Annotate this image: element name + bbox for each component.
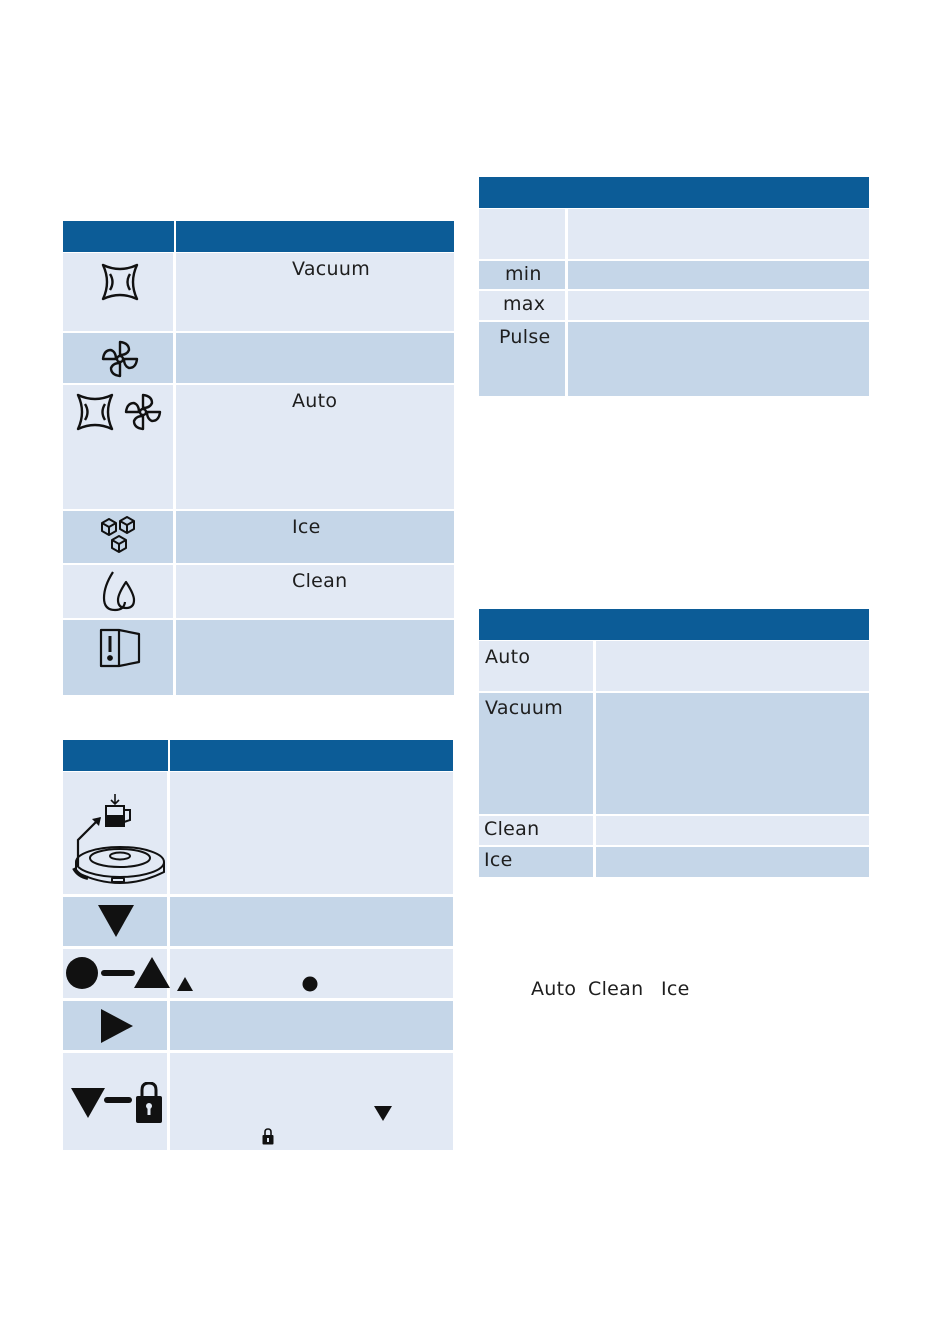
- table-row: [63, 620, 454, 695]
- row-label: Pulse: [499, 326, 551, 348]
- table-row: [63, 511, 454, 563]
- triangle-up-icon: [177, 977, 193, 991]
- triangle-down-icon: [374, 1106, 392, 1121]
- vacuum-icon: [99, 261, 141, 303]
- footer-word-clean: Clean: [588, 978, 644, 1000]
- row-label: Auto: [292, 390, 338, 412]
- triangle-down-icon: [98, 905, 134, 937]
- table-row: [479, 641, 869, 691]
- ice-cubes-icon: [98, 516, 140, 558]
- table-row: [479, 816, 869, 845]
- row-label: min: [505, 263, 542, 285]
- table-row: [63, 897, 453, 946]
- row-label: Auto: [485, 646, 531, 668]
- table-row: [479, 261, 869, 289]
- table-row: [63, 772, 453, 894]
- row-label: Vacuum: [485, 697, 564, 719]
- table-row: [63, 1053, 453, 1150]
- table-header: [479, 177, 869, 208]
- table-row: [63, 253, 454, 331]
- table-row: [63, 565, 454, 618]
- row-label: Ice: [292, 516, 321, 538]
- operation-symbols-table: [63, 740, 453, 1150]
- lock-icon: [262, 1128, 274, 1145]
- program-symbols-table: [63, 221, 454, 695]
- table-row: [479, 693, 869, 814]
- table-header: [63, 740, 453, 771]
- row-label: Vacuum: [292, 258, 371, 280]
- table-row: [63, 949, 453, 998]
- table-row: [63, 385, 454, 509]
- warning-manual-icon: [99, 628, 141, 668]
- table-row: [479, 291, 869, 320]
- drops-icon: [100, 570, 140, 614]
- table-row: [479, 322, 869, 396]
- fan-icon: [99, 338, 141, 380]
- footer-word-ice: Ice: [661, 978, 690, 1000]
- row-label: Clean: [484, 818, 540, 840]
- row-label: Clean: [292, 570, 348, 592]
- vacuum-fan-icon: [74, 391, 166, 433]
- programs-table: [479, 609, 869, 877]
- table-row: [479, 847, 869, 877]
- row-label: Ice: [484, 849, 513, 871]
- blender-base-icon: [68, 792, 168, 892]
- dot-icon: [302, 976, 318, 992]
- dot-dash-triangle-icon: [66, 956, 170, 990]
- triangle-lock-icon: [71, 1082, 163, 1124]
- footer-word-auto: Auto: [531, 978, 577, 1000]
- table-header: [479, 609, 869, 640]
- table-row: [63, 1001, 453, 1050]
- table-header: [63, 221, 454, 252]
- table-row: [479, 209, 869, 259]
- play-icon: [101, 1009, 133, 1043]
- speed-settings-table: [479, 177, 869, 396]
- row-label: max: [503, 293, 546, 315]
- table-row: [63, 333, 454, 383]
